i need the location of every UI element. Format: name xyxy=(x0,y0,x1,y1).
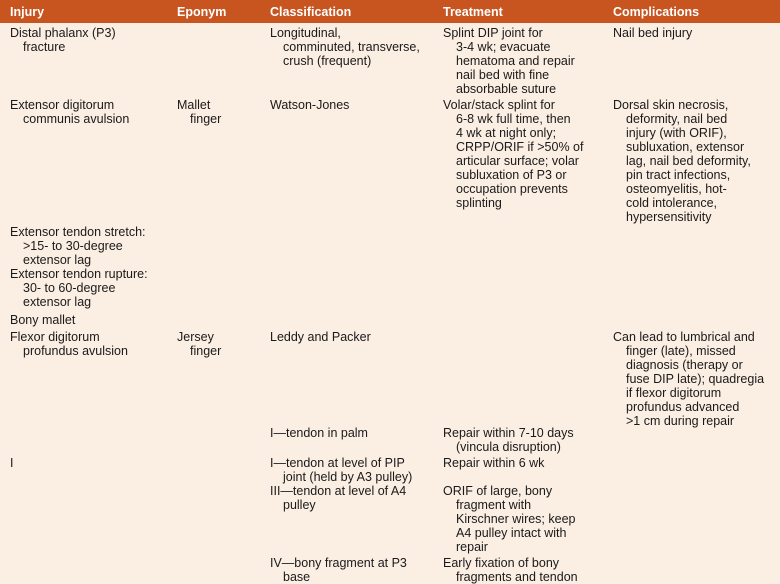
eponym-line: finger xyxy=(190,344,222,358)
injury-line: fracture xyxy=(23,40,66,54)
injury-cell xyxy=(10,225,146,267)
treatment-line: Kirschner wires; keep xyxy=(456,512,576,526)
treatment-cell xyxy=(443,484,576,554)
complications-line: pin tract infections, xyxy=(626,168,731,182)
treatment-line: A4 pulley intact with xyxy=(456,526,567,540)
header-classification: Classification xyxy=(270,5,352,19)
complications-line: cold intolerance, xyxy=(626,196,718,210)
treatment-line: 6-8 wk full time, then xyxy=(456,112,571,126)
complications-line: Nail bed injury xyxy=(613,26,693,40)
complications-line: >1 cm during repair xyxy=(626,414,735,428)
injury-line: communis avulsion xyxy=(23,112,130,126)
injury-line: Flexor digitorum xyxy=(10,330,100,344)
injury-line: Extensor digitorum xyxy=(10,98,115,112)
eponym-cell xyxy=(177,330,221,358)
classification-cell xyxy=(270,330,371,344)
injury-cell xyxy=(10,330,128,358)
treatment-line: Early fixation of bony xyxy=(443,556,560,570)
treatment-line: Volar/stack splint for xyxy=(443,98,555,112)
classification-cell xyxy=(270,484,406,512)
classification-line: III—tendon at level of A4 xyxy=(270,484,407,498)
complications-line: deformity, nail bed xyxy=(626,112,728,126)
treatment-cell xyxy=(443,426,574,454)
treatment-line: occupation prevents xyxy=(456,182,568,196)
complications-line: diagnosis (therapy or xyxy=(626,358,743,372)
header-eponym: Eponym xyxy=(177,5,227,19)
complications-line: lag, nail bed deformity, xyxy=(626,154,751,168)
treatment-line: hematoma and repair xyxy=(456,54,575,68)
injury-line: extensor lag xyxy=(23,253,92,267)
eponym-line: Mallet xyxy=(177,98,211,112)
classification-cell xyxy=(270,98,349,112)
injury-line: Extensor tendon stretch: xyxy=(10,225,146,239)
classification-line: Leddy and Packer xyxy=(270,330,371,344)
treatment-line: nail bed with fine xyxy=(456,68,550,82)
classification-line: base xyxy=(283,570,311,584)
complications-cell xyxy=(613,26,692,40)
complications-line: injury (with ORIF), xyxy=(626,126,727,140)
injury-line: Distal phalanx (P3) xyxy=(10,26,116,40)
complications-line: Can lead to lumbrical and xyxy=(613,330,755,344)
treatment-line: subluxation of P3 or xyxy=(456,168,567,182)
treatment-line: (vincula disruption) xyxy=(456,440,561,454)
complications-line: osteomyelitis, hot- xyxy=(626,182,727,196)
eponym-line: finger xyxy=(190,112,222,126)
injury-line: >15- to 30-degree xyxy=(23,239,123,253)
treatment-line: Repair within 7-10 days xyxy=(443,426,574,440)
complications-line: fuse DIP late); quadregia xyxy=(626,372,765,386)
complications-cell xyxy=(613,98,751,224)
injury-line: extensor lag xyxy=(23,295,92,309)
complications-line: finger (late), missed xyxy=(626,344,736,358)
classification-line: pulley xyxy=(283,498,316,512)
treatment-line: 3-4 wk; evacuate xyxy=(456,40,551,54)
treatment-cell xyxy=(443,26,575,96)
treatment-line: absorbable suture xyxy=(456,82,557,96)
classification-line: I—tendon at level of PIP xyxy=(270,456,405,470)
treatment-line: Repair within 6 wk xyxy=(443,456,545,470)
treatment-line: articular surface; volar xyxy=(456,154,579,168)
treatment-cell xyxy=(443,556,578,584)
classification-cell xyxy=(270,556,407,584)
classification-line: Watson-Jones xyxy=(270,98,350,112)
treatment-cell xyxy=(443,456,544,470)
injury-cell xyxy=(10,98,129,126)
treatment-cell xyxy=(443,98,583,210)
complications-line: hypersensitivity xyxy=(626,210,712,224)
header-treatment: Treatment xyxy=(443,5,503,19)
treatment-line: ORIF of large, bony xyxy=(443,484,553,498)
complications-line: profundus advanced xyxy=(626,400,740,414)
injury-line: Bony mallet xyxy=(10,313,76,327)
classification-cell xyxy=(270,426,368,440)
classification-line: crush (frequent) xyxy=(283,54,372,68)
classification-line: Longitudinal, xyxy=(270,26,341,40)
treatment-line: splinting xyxy=(456,196,502,210)
classification-cell xyxy=(270,456,412,484)
treatment-line: fragment with xyxy=(456,498,532,512)
complications-line: subluxation, extensor xyxy=(626,140,745,154)
complications-line: if flexor digitorum xyxy=(626,386,722,400)
header-complications: Complications xyxy=(613,5,700,19)
injury-cell xyxy=(10,313,75,327)
injury-cell xyxy=(10,456,13,470)
classification-line: I—tendon in palm xyxy=(270,426,368,440)
treatment-line: repair xyxy=(456,540,488,554)
injury-line: 30- to 60-degree xyxy=(23,281,116,295)
complications-line: Dorsal skin necrosis, xyxy=(613,98,729,112)
injury-line: profundus avulsion xyxy=(23,344,128,358)
table-header xyxy=(0,0,780,23)
classification-line: comminuted, transverse, xyxy=(283,40,420,54)
header-injury: Injury xyxy=(10,5,45,19)
injury-line: Extensor tendon rupture: xyxy=(10,267,148,281)
injury-cell xyxy=(10,26,116,54)
injury-cell xyxy=(10,267,148,309)
treatment-line: Splint DIP joint for xyxy=(443,26,543,40)
eponym-cell xyxy=(177,98,221,126)
complications-cell xyxy=(613,330,764,428)
treatment-line: CRPP/ORIF if >50% of xyxy=(456,140,584,154)
treatment-line: fragments and tendon xyxy=(456,570,578,584)
classification-line: joint (held by A3 pulley) xyxy=(283,470,413,484)
injury-line: I xyxy=(10,456,14,470)
classification-line: IV—bony fragment at P3 xyxy=(270,556,407,570)
eponym-line: Jersey xyxy=(177,330,214,344)
classification-cell xyxy=(270,26,420,68)
treatment-line: 4 wk at night only; xyxy=(456,126,557,140)
